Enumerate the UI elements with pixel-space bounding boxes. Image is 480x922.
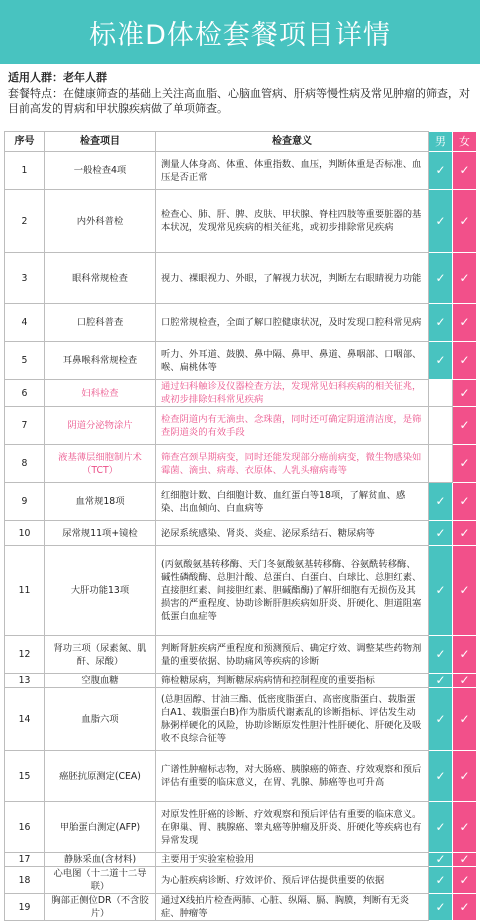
female-cell — [453, 342, 477, 380]
row-number: 11 — [5, 546, 45, 636]
target-crowd-label: 适用人群： — [8, 71, 63, 84]
table-row — [5, 546, 477, 636]
male-cell — [429, 253, 453, 304]
male-cell — [429, 152, 453, 190]
row-number: 15 — [5, 751, 45, 802]
table-row — [5, 867, 477, 894]
female-cell — [453, 253, 477, 304]
item-name: 癌胚抗原测定(CEA) — [45, 751, 156, 802]
female-cell — [453, 802, 477, 853]
checkmark-icon: ✓ — [459, 583, 470, 597]
row-number: 4 — [5, 304, 45, 342]
row-number: 9 — [5, 483, 45, 521]
item-name: 大肝功能13项 — [45, 546, 156, 636]
item-meaning: 听力、外耳道、鼓膜、鼻中隔、鼻甲、鼻道、鼻咽部、口咽部、喉、扁桃体等 — [156, 342, 429, 380]
table-row — [5, 190, 477, 253]
male-cell — [429, 304, 453, 342]
female-cell — [453, 407, 477, 445]
female-cell — [453, 894, 477, 921]
table-row — [5, 253, 477, 304]
checkmark-icon: ✓ — [459, 673, 470, 687]
male-cell — [429, 483, 453, 521]
checkmark-icon: ✓ — [435, 315, 446, 329]
exam-items-table — [4, 131, 477, 921]
checkmark-icon: ✓ — [435, 353, 446, 367]
table-row — [5, 802, 477, 853]
checkmark-icon: ✓ — [435, 494, 446, 508]
row-number: 3 — [5, 253, 45, 304]
table-row — [5, 894, 477, 921]
table-row — [5, 636, 477, 674]
item-name: 肾功三项（尿素氮、肌酐、尿酸） — [45, 636, 156, 674]
item-meaning: 判断肾脏疾病严重程度和预测预后、确定疗效、调整某些药物剂量的重要依据、协助痛风等疾病的诊断 — [156, 636, 429, 674]
table-row — [5, 674, 477, 688]
checkmark-icon: ✓ — [435, 647, 446, 661]
checkmark-icon: ✓ — [435, 583, 446, 597]
male-cell — [429, 894, 453, 921]
item-meaning: 口腔常规检查，全面了解口腔健康状况，及时发现口腔科常见病 — [156, 304, 429, 342]
item-meaning: 为心脏疾病诊断、疗效评价、预后评估提供重要的依据 — [156, 867, 429, 894]
checkmark-icon: ✓ — [435, 213, 446, 228]
item-name: 静脉采血(含材料) — [45, 853, 156, 867]
checkmark-icon: ✓ — [435, 270, 446, 285]
item-meaning: 红细胞计数、白细胞计数、血红蛋白等18项，了解贫血、感染、出血倾向、白血病等 — [156, 483, 429, 521]
item-meaning: (总胆固醇、甘油三酯、低密度脂蛋白、高密度脂蛋白、载脂蛋白A1、载脂蛋白B)作为脂质代谢紊乱的诊断指标、评估发生动脉粥样硬化的风险，协助诊断原发性胆汁性肝硬化、肝硬化及吸收不良综合征等 — [156, 688, 429, 751]
female-cell — [453, 636, 477, 674]
package-intro — [8, 70, 474, 116]
item-name: 尿常规11项+镜检 — [45, 521, 156, 546]
item-name: 胸部正侧位DR（不含胶片） — [45, 894, 156, 921]
target-crowd — [8, 70, 474, 85]
checkmark-icon: ✓ — [435, 711, 446, 726]
table-row — [5, 152, 477, 190]
item-meaning: 筛检糖尿病，判断糖尿病病情和控制程度的重要指标 — [156, 674, 429, 688]
checkmark-icon: ✓ — [459, 418, 470, 432]
header-item: 检查项目 — [45, 132, 156, 152]
checkmark-icon: ✓ — [459, 647, 470, 661]
item-meaning: 检查阴道内有无滴虫、念珠菌，同时还可确定阴道清洁度，是筛查阴道炎的有效手段 — [156, 407, 429, 445]
target-crowd-value: 老年人群 — [63, 71, 107, 84]
item-name: 一般检查4项 — [45, 152, 156, 190]
checkmark-icon: ✓ — [459, 819, 470, 834]
row-number: 12 — [5, 636, 45, 674]
male-cell — [429, 546, 453, 636]
female-cell — [453, 521, 477, 546]
table-row — [5, 445, 477, 483]
male-cell — [429, 853, 453, 867]
male-cell — [429, 380, 453, 407]
item-name: 甲胎蛋白测定(AFP) — [45, 802, 156, 853]
checkmark-icon: ✓ — [435, 673, 446, 687]
row-number: 1 — [5, 152, 45, 190]
male-cell — [429, 867, 453, 894]
item-name: 血常规18项 — [45, 483, 156, 521]
row-number: 10 — [5, 521, 45, 546]
header-male: 男 — [429, 132, 453, 152]
table-row — [5, 407, 477, 445]
item-name: 血脂六项 — [45, 688, 156, 751]
checkmark-icon: ✓ — [459, 872, 470, 887]
header-meaning: 检查意义 — [156, 132, 429, 152]
male-cell — [429, 688, 453, 751]
checkmark-icon: ✓ — [459, 525, 470, 540]
female-cell — [453, 483, 477, 521]
checkmark-icon: ✓ — [435, 163, 446, 177]
checkmark-icon: ✓ — [459, 213, 470, 228]
male-cell — [429, 674, 453, 688]
checkmark-icon: ✓ — [459, 711, 470, 726]
item-meaning: (丙氨酸氨基转移酶、天门冬氨酸氨基转移酶、谷氨酰转移酶、碱性磷酸酶、总胆汁酸、总蛋白、白蛋白、白球比、总胆红素、直接胆红素、间接胆红素、胆碱酯酶)了解肝细胞有无损伤及其损害的严重程度、协助诊断肝胆疾病如肝炎、肝硬化、胆道阻塞低蛋白血症等 — [156, 546, 429, 636]
checkmark-icon: ✓ — [435, 525, 446, 540]
table-row — [5, 380, 477, 407]
row-number: 7 — [5, 407, 45, 445]
checkmark-icon: ✓ — [435, 819, 446, 834]
item-name: 口腔科普查 — [45, 304, 156, 342]
item-name: 内外科普检 — [45, 190, 156, 253]
row-number: 14 — [5, 688, 45, 751]
row-number: 16 — [5, 802, 45, 853]
row-number: 19 — [5, 894, 45, 921]
package-description: 套餐特点：在健康筛查的基础上关注高血脂、心脑血管病、肝病等慢性病及常见肿瘤的筛查，对目前高发的胃病和甲状腺疾病做了单项筛查。 — [8, 87, 470, 115]
checkmark-icon: ✓ — [459, 353, 470, 367]
header-female: 女 — [453, 132, 477, 152]
female-cell — [453, 152, 477, 190]
checkmark-icon: ✓ — [459, 852, 470, 866]
female-cell — [453, 674, 477, 688]
table-row — [5, 751, 477, 802]
item-name: 妇科检查 — [45, 380, 156, 407]
checkmark-icon: ✓ — [459, 494, 470, 508]
male-cell — [429, 751, 453, 802]
checkmark-icon: ✓ — [459, 315, 470, 329]
female-cell — [453, 304, 477, 342]
female-cell — [453, 853, 477, 867]
male-cell — [429, 342, 453, 380]
female-cell — [453, 688, 477, 751]
checkmark-icon: ✓ — [459, 385, 470, 400]
checkmark-icon: ✓ — [435, 872, 446, 887]
item-meaning: 通过妇科触诊及仪器检查方法，发现常见妇科疾病的相关征兆，或初步排除妇科常见疾病 — [156, 380, 429, 407]
item-name: 耳鼻喉科常规检查 — [45, 342, 156, 380]
row-number: 8 — [5, 445, 45, 483]
female-cell — [453, 190, 477, 253]
item-name: 空腹血糖 — [45, 674, 156, 688]
item-meaning: 泌尿系统感染、肾炎、炎症、泌尿系结石、糖尿病等 — [156, 521, 429, 546]
item-name: 心电图（十二道十二导联） — [45, 867, 156, 894]
checkmark-icon: ✓ — [459, 270, 470, 285]
item-name: 眼科常规检查 — [45, 253, 156, 304]
item-meaning: 测量人体身高、体重、体重指数、血压，判断体重是否标准、血压是否正常 — [156, 152, 429, 190]
checkmark-icon: ✓ — [459, 768, 470, 783]
row-number: 13 — [5, 674, 45, 688]
row-number: 2 — [5, 190, 45, 253]
title-banner — [0, 0, 480, 64]
item-meaning: 主要用于实验室检验用 — [156, 853, 429, 867]
row-number: 18 — [5, 867, 45, 894]
male-cell — [429, 190, 453, 253]
table-row — [5, 688, 477, 751]
table-row — [5, 521, 477, 546]
row-number: 6 — [5, 380, 45, 407]
item-meaning: 视力、裸眼视力、外眼，了解视力状况，判断左右眼睛视力功能 — [156, 253, 429, 304]
row-number: 5 — [5, 342, 45, 380]
table-row — [5, 483, 477, 521]
checkmark-icon: ✓ — [435, 899, 446, 914]
female-cell — [453, 445, 477, 483]
table-row — [5, 304, 477, 342]
checkmark-icon: ✓ — [459, 163, 470, 177]
male-cell — [429, 407, 453, 445]
item-meaning: 筛查宫颈早期病变，同时还能发现部分癌前病变，微生物感染如霉菌、滴虫、病毒、衣原体、人乳头瘤病毒等 — [156, 445, 429, 483]
page-title: 标准D体检套餐项目详情 — [89, 19, 391, 51]
male-cell — [429, 802, 453, 853]
checkmark-icon: ✓ — [459, 456, 470, 470]
male-cell — [429, 636, 453, 674]
checkmark-icon: ✓ — [435, 768, 446, 783]
item-meaning: 检查心、肺、肝、脾、皮肤、甲状腺、脊柱四肢等重要脏器的基本状况，发现常见疾病的相关征兆，或初步排除常见疾病 — [156, 190, 429, 253]
item-meaning: 对原发性肝癌的诊断、疗效观察和预后评估有重要的临床意义。在卵巢、胃、胰腺癌、睾丸癌等肿瘤及肝炎、肝硬化等疾病也有异常发现 — [156, 802, 429, 853]
male-cell — [429, 521, 453, 546]
female-cell — [453, 380, 477, 407]
item-meaning: 通过X线拍片检查两肺、心脏、纵隔、膈、胸膜，判断有无炎症、肿瘤等 — [156, 894, 429, 921]
male-cell — [429, 445, 453, 483]
female-cell — [453, 751, 477, 802]
table-body — [5, 152, 477, 921]
table-row — [5, 853, 477, 867]
item-meaning: 广谱性肿瘤标志物，对大肠癌、胰腺癌的筛查、疗效观察和预后评估有重要的临床意义，在胃、乳腺、肺癌等也可升高 — [156, 751, 429, 802]
checkmark-icon: ✓ — [435, 852, 446, 866]
female-cell — [453, 546, 477, 636]
item-name: 液基薄层细胞制片术（TCT） — [45, 445, 156, 483]
table-header-row — [5, 132, 477, 152]
item-name: 阴道分泌物涂片 — [45, 407, 156, 445]
row-number: 17 — [5, 853, 45, 867]
checkmark-icon: ✓ — [459, 899, 470, 914]
header-no: 序号 — [5, 132, 45, 152]
female-cell — [453, 867, 477, 894]
table-row — [5, 342, 477, 380]
